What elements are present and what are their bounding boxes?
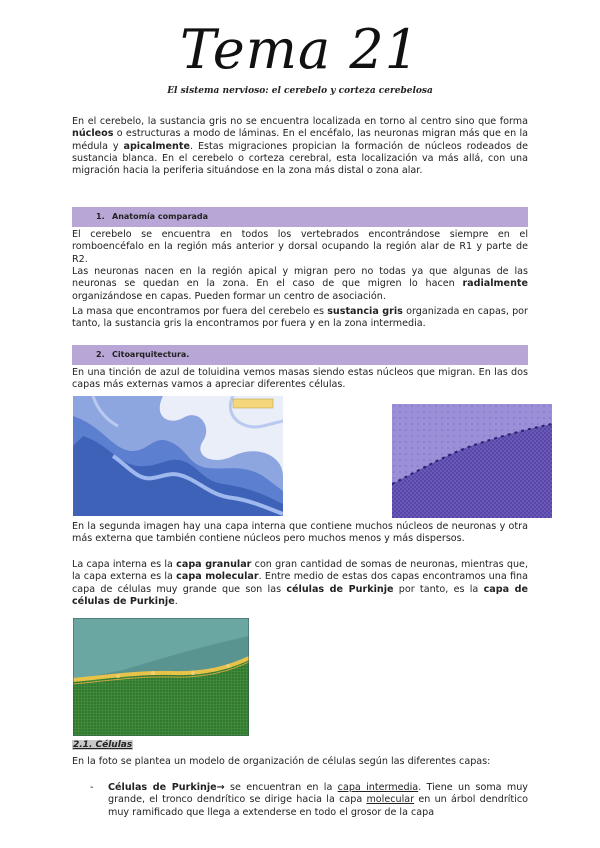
intro-text-1: En el cerebelo, la sustancia gris no se encuentra localizada en torno al centro sino que forma	[72, 116, 528, 127]
section-2-1-heading: 2.1. Células	[73, 740, 133, 750]
cerebellum-folia-image	[73, 396, 283, 516]
bullet-term-capa-intermedia: capa intermedia	[337, 782, 419, 793]
s2p3-text-5: .	[174, 595, 178, 607]
s1p3-text-1: La masa que encontramos por fuera del cerebelo es	[72, 306, 328, 317]
bullet-text-1: se encuentran en la	[224, 782, 338, 793]
s1p2-text-2: organizándose en capas. Pueden formar un centro de asociación.	[72, 290, 386, 302]
bullet-purkinje-text	[108, 782, 528, 819]
section-2-paragraph-2: En la segunda imagen hay una capa interna que contiene muchos núcleos de neuronas y otra más externa que también contiene núcleos pero muchos menos y más dispersos.	[72, 521, 528, 545]
section-2-paragraph-1: En una tinción de azul de toluidina vemos masas siendo estas núcleos que migran. En las dos capas más externas vamos a apreciar diferentes células.	[72, 367, 528, 391]
s2p3-text-2: con gran cantidad de somas de neuronas, mientras que, la capa externa es la	[72, 559, 528, 583]
bullet-text-3: en un árbol dendrítico muy ramificado que llega a extenderse en todo el grosor de la capa	[108, 794, 529, 818]
intro-term-apicalmente: apicalmente	[123, 140, 190, 152]
s2p3-term-capa-purkinje: capa de células de Purkinje	[72, 583, 529, 607]
intro-term-nucleos: núcleos	[72, 128, 114, 140]
section-1-number: 1.	[96, 212, 105, 221]
bullet-term-celulas-purkinje: Células de Purkinje→	[108, 782, 225, 793]
s1p3-text-2: organizada en capas, por tanto, la sustancia gris la encontramos por fuera y en la zona intermedia.	[72, 306, 528, 330]
purkinje-layers-drawing	[73, 618, 249, 736]
s1p3-term-sustancia-gris: sustancia gris	[327, 306, 403, 317]
section-1-paragraph-2	[72, 266, 528, 303]
section-1-paragraph-1: El cerebelo se encuentra en todos los vertebrados encontrándose siempre en el romboencéfalo en la región más anterior y dorsal ocupando la región alar de R1 y parte de R2.	[72, 229, 528, 265]
cortex-layers-image	[392, 404, 552, 518]
page-subtitle: El sistema nervioso: el cerebelo y corteza cerebelosa	[167, 86, 433, 96]
section-1-header	[72, 207, 528, 227]
purkinje-layers-image	[73, 618, 249, 736]
section-2-paragraph-3	[72, 559, 528, 608]
s1p2-term-radialmente: radialmente	[462, 278, 528, 290]
section-2-header	[72, 345, 528, 365]
cerebellum-folia-drawing	[73, 396, 283, 516]
section-2-title: Citoarquitectura.	[112, 350, 190, 359]
section-2-number: 2.	[96, 350, 105, 359]
bullet-marker: -	[90, 782, 94, 793]
bullet-term-molecular: molecular	[366, 794, 415, 806]
bullet-text-2: . Tiene un soma muy grande, el tronco dendrítico se dirige hacia la capa	[108, 782, 528, 806]
intro-text-3: . Estas migraciones propician la formación de núcleos rodeados de sustancia blanca. En el cerebelo o corteza cerebral, esta localización va más allá, con una migración hacia la periferia situándose en la zona más distal o zona alar.	[72, 140, 528, 177]
s2p3-text-1: La capa interna es la	[72, 559, 177, 570]
s2p3-text-4: por tanto, es la	[393, 583, 484, 595]
intro-text-2: o estructuras a modo de láminas. En el encéfalo, las neuronas migran más que en la médula y	[72, 128, 528, 152]
page-title: Tema 21	[179, 18, 421, 81]
s1p2-text-1: Las neuronas nacen en la región apical y migran pero no todas ya que algunas de las neuronas se quedan en la zona. En el caso de que migren lo hacen	[72, 266, 528, 290]
section-1-title: Anatomía comparada	[112, 212, 209, 221]
s2p3-term-capa-molecular: capa molecular	[176, 571, 259, 583]
section-1-paragraph-3	[72, 306, 528, 331]
s2p3-text-3: . Entre medio de estas dos capas encontramos una fina capa de células muy grande que son las	[72, 571, 528, 595]
s2p3-term-celulas-purkinje: células de Purkinje	[286, 583, 394, 595]
intro-paragraph	[72, 116, 528, 177]
cortex-layers-drawing	[392, 404, 552, 518]
section-2-1-paragraph: En la foto se plantea un modelo de organización de células según las diferentes capas:	[72, 756, 491, 767]
s2p3-term-capa-granular: capa granular	[176, 559, 252, 570]
